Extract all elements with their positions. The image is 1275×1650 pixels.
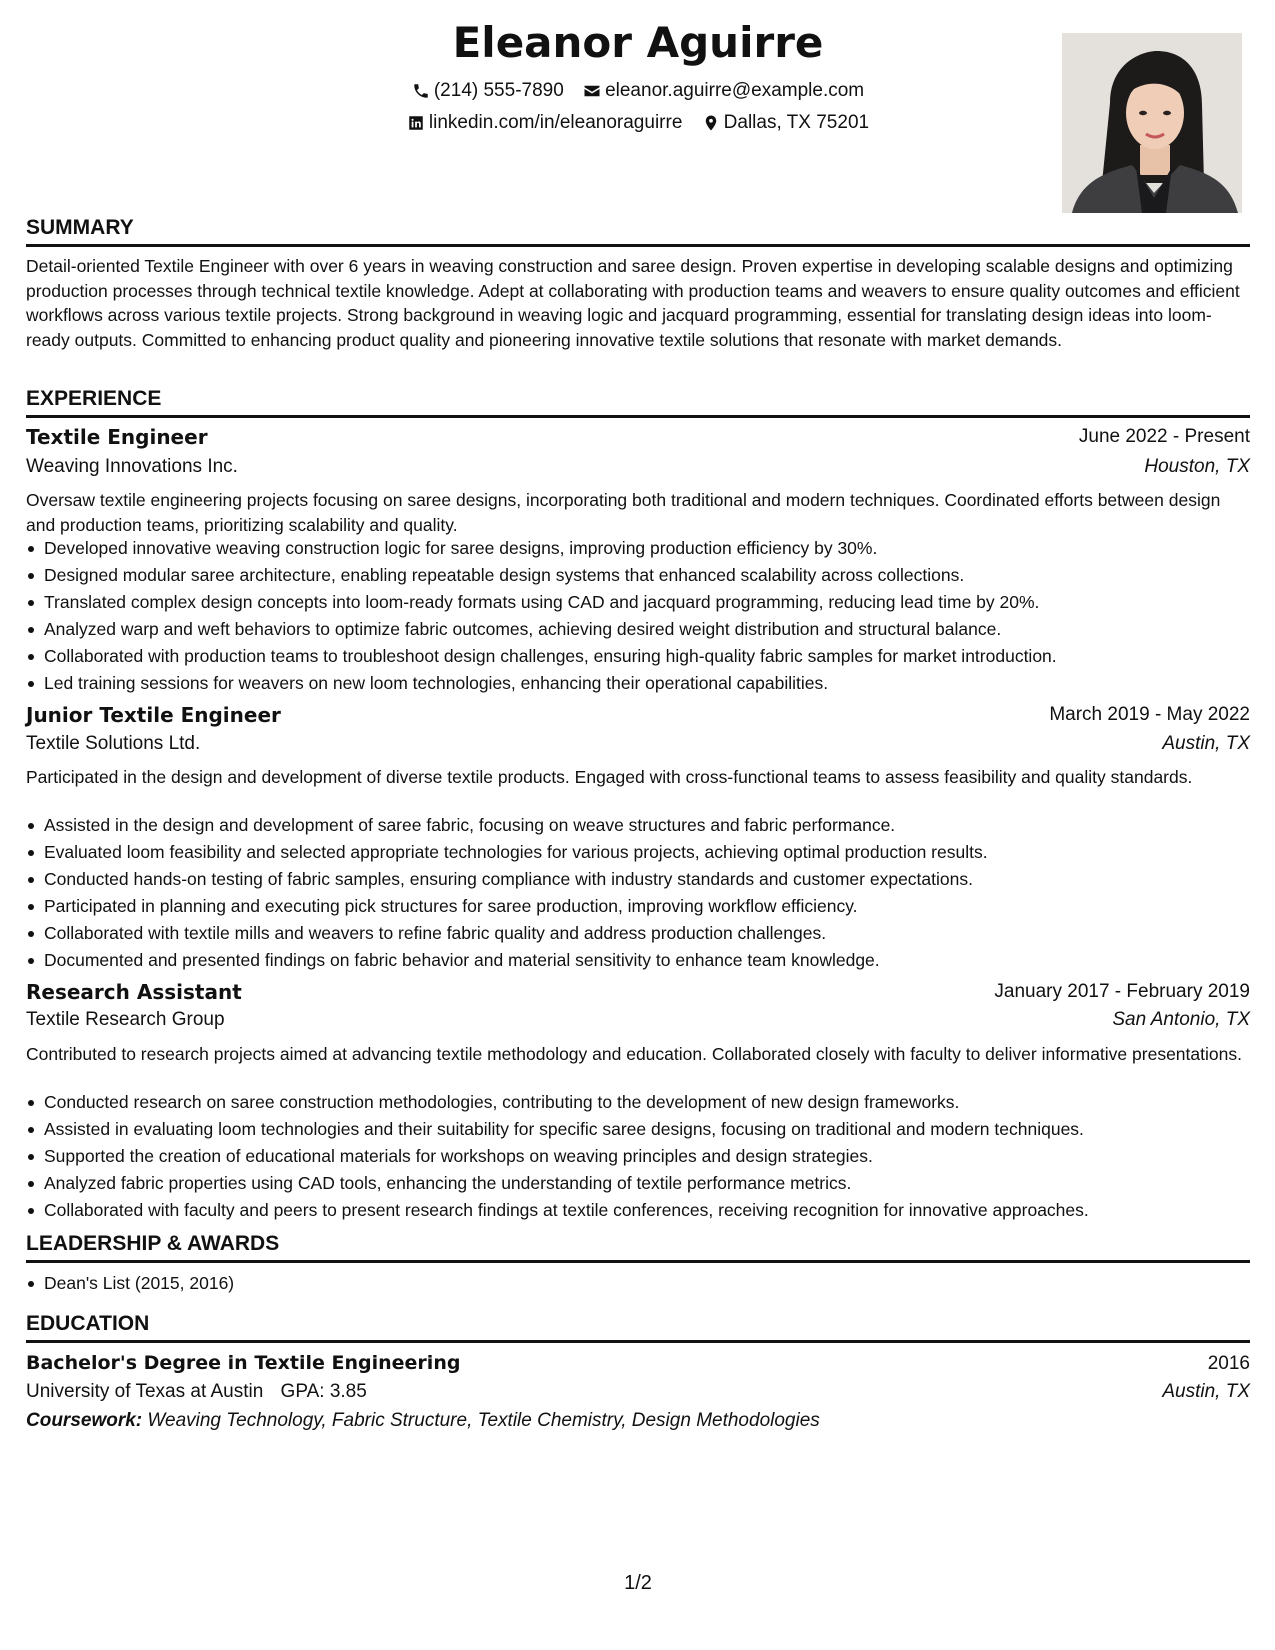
job-description: Participated in the design and development of diverse textile products. Engaged with cross-functional teams to assess feasibility and quality standards.: [26, 767, 1193, 787]
phone-contact: [412, 80, 564, 102]
list-item: Assisted in evaluating loom technologies and their suitability for specific saree designs, focusing on traditional and modern techniques.: [44, 1116, 1268, 1143]
phone-icon: [412, 82, 430, 100]
school-location: Austin, TX: [1162, 1381, 1250, 1402]
job-company: Textile Solutions Ltd.: [26, 733, 201, 754]
list-item: Conducted hands-on testing of fabric samples, ensuring compliance with industry standards and customer expectations.: [44, 866, 1268, 893]
job-title: Research Assistant: [26, 980, 242, 1004]
profile-photo: [1062, 33, 1242, 213]
education-header: [26, 1352, 1250, 1382]
job-dates: June 2022 - Present: [1078, 426, 1250, 447]
list-item: Participated in planning and executing pick structures for saree production, improving workflow efficiency.: [44, 893, 1268, 920]
job-3-bullets: [26, 1089, 1268, 1224]
linkedin-icon: [407, 114, 425, 132]
job-1-sub: [26, 456, 1250, 484]
leadership-heading: LEADERSHIP & AWARDS: [26, 1232, 1250, 1263]
list-item: Evaluated loom feasibility and selected appropriate technologies for various projects, achieving optimal production results.: [44, 839, 1268, 866]
location-text: Dallas, TX 75201: [723, 112, 870, 133]
list-item: Collaborated with textile mills and weavers to refine fabric quality and address production challenges.: [44, 920, 1268, 947]
gpa: GPA: 3.85: [280, 1381, 367, 1402]
location-contact: [702, 112, 869, 134]
list-item: Documented and presented findings on fabric behavior and material sensitivity to enhance team knowledge.: [44, 947, 1268, 974]
school-name: University of Texas at Austin: [26, 1381, 264, 1402]
list-item: Analyzed warp and weft behaviors to optimize fabric outcomes, achieving desired weight distribution and structural balance.: [44, 616, 1268, 643]
job-2-sub: [26, 733, 1250, 761]
list-item: Conducted research on saree construction methodologies, contributing to the development of new design frameworks.: [44, 1089, 1268, 1116]
email-text[interactable]: eleanor.aguirre@example.com: [605, 80, 865, 101]
job-title: Textile Engineer: [26, 425, 208, 449]
envelope-icon: [583, 82, 601, 100]
job-3-header: [26, 980, 1250, 1010]
leadership-bullets: [26, 1270, 1268, 1297]
job-2-bullets: [26, 812, 1268, 974]
coursework-label: Coursework:: [26, 1410, 143, 1431]
job-location: Houston, TX: [1144, 456, 1250, 477]
list-item: Dean's List (2015, 2016): [44, 1270, 1268, 1297]
degree-title: Bachelor's Degree in Textile Engineering: [26, 1352, 461, 1374]
job-3-sub: [26, 1009, 1250, 1037]
page-number: 1/2: [624, 1572, 652, 1594]
job-location: Austin, TX: [1162, 733, 1250, 754]
resume-header: [26, 18, 1250, 218]
list-item: Assisted in the design and development of saree fabric, focusing on weave structures and fabric performance.: [44, 812, 1268, 839]
phone-text: (214) 555-7890: [433, 80, 564, 101]
job-company: Textile Research Group: [26, 1009, 225, 1030]
job-1-bullets: [26, 535, 1268, 697]
graduation-year: 2016: [1207, 1353, 1250, 1374]
job-dates: March 2019 - May 2022: [1049, 704, 1250, 725]
coursework: [26, 1410, 820, 1432]
list-item: Led training sessions for weavers on new loom technologies, enhancing their operational capabilities.: [44, 670, 1268, 697]
coursework-list: Weaving Technology, Fabric Structure, Textile Chemistry, Design Methodologies: [147, 1410, 820, 1431]
job-1-header: [26, 425, 1250, 455]
list-item: Supported the creation of educational materials for workshops on weaving principles and design strategies.: [44, 1143, 1268, 1170]
education-heading: EDUCATION: [26, 1312, 1250, 1343]
list-item: Collaborated with production teams to troubleshoot design challenges, ensuring high-quality fabric samples for market introduction.: [44, 643, 1268, 670]
list-item: Designed modular saree architecture, enabling repeatable design systems that enhanced scalability across collections.: [44, 562, 1268, 589]
job-dates: January 2017 - February 2019: [994, 981, 1250, 1002]
list-item: Developed innovative weaving construction logic for saree designs, improving production efficiency by 30%.: [44, 535, 1268, 562]
job-title: Junior Textile Engineer: [26, 703, 281, 727]
linkedin-text[interactable]: linkedin.com/in/eleanoraguirre: [428, 112, 683, 133]
email-contact[interactable]: [583, 80, 864, 102]
summary-heading: SUMMARY: [26, 216, 1250, 247]
candidate-name: Eleanor Aguirre: [452, 18, 824, 67]
job-company: Weaving Innovations Inc.: [26, 456, 238, 477]
experience-heading: EXPERIENCE: [26, 387, 1250, 418]
job-description: Oversaw textile engineering projects focusing on saree designs, incorporating both traditional and modern techniques. Coordinated efforts between design and production teams, prioritizing scalability and quality.: [26, 490, 1221, 535]
summary-text: Detail-oriented Textile Engineer with over 6 years in weaving construction and saree design. Proven expertise in developing scalable designs and optimizing production processes through technical textile knowledge. Adept at collaborating with production teams and weavers to ensure quality outcomes and efficient workflows across various textile projects. Strong background in weaving logic and jacquard programming, essential for translating design ideas into loom-ready outputs. Committed to enhancing product quality and pioneering innovative textile solutions that resonate with market demands.: [26, 256, 1240, 350]
resume-page: [26, 0, 1250, 1650]
job-2-header: [26, 703, 1250, 733]
map-pin-icon: [702, 114, 720, 132]
list-item: Analyzed fabric properties using CAD tools, enhancing the understanding of textile performance metrics.: [44, 1170, 1268, 1197]
job-description: Contributed to research projects aimed at advancing textile methodology and education. Collaborated closely with faculty to deliver informative presentations.: [26, 1044, 1242, 1064]
list-item: Collaborated with faculty and peers to present research findings at textile conferences, receiving recognition for innovative approaches.: [44, 1197, 1268, 1224]
education-school-line: [26, 1381, 1250, 1411]
list-item: Translated complex design concepts into loom-ready formats using CAD and jacquard programming, reducing lead time by 20%.: [44, 589, 1268, 616]
job-location: San Antonio, TX: [1112, 1009, 1250, 1030]
linkedin-contact[interactable]: [407, 112, 682, 134]
